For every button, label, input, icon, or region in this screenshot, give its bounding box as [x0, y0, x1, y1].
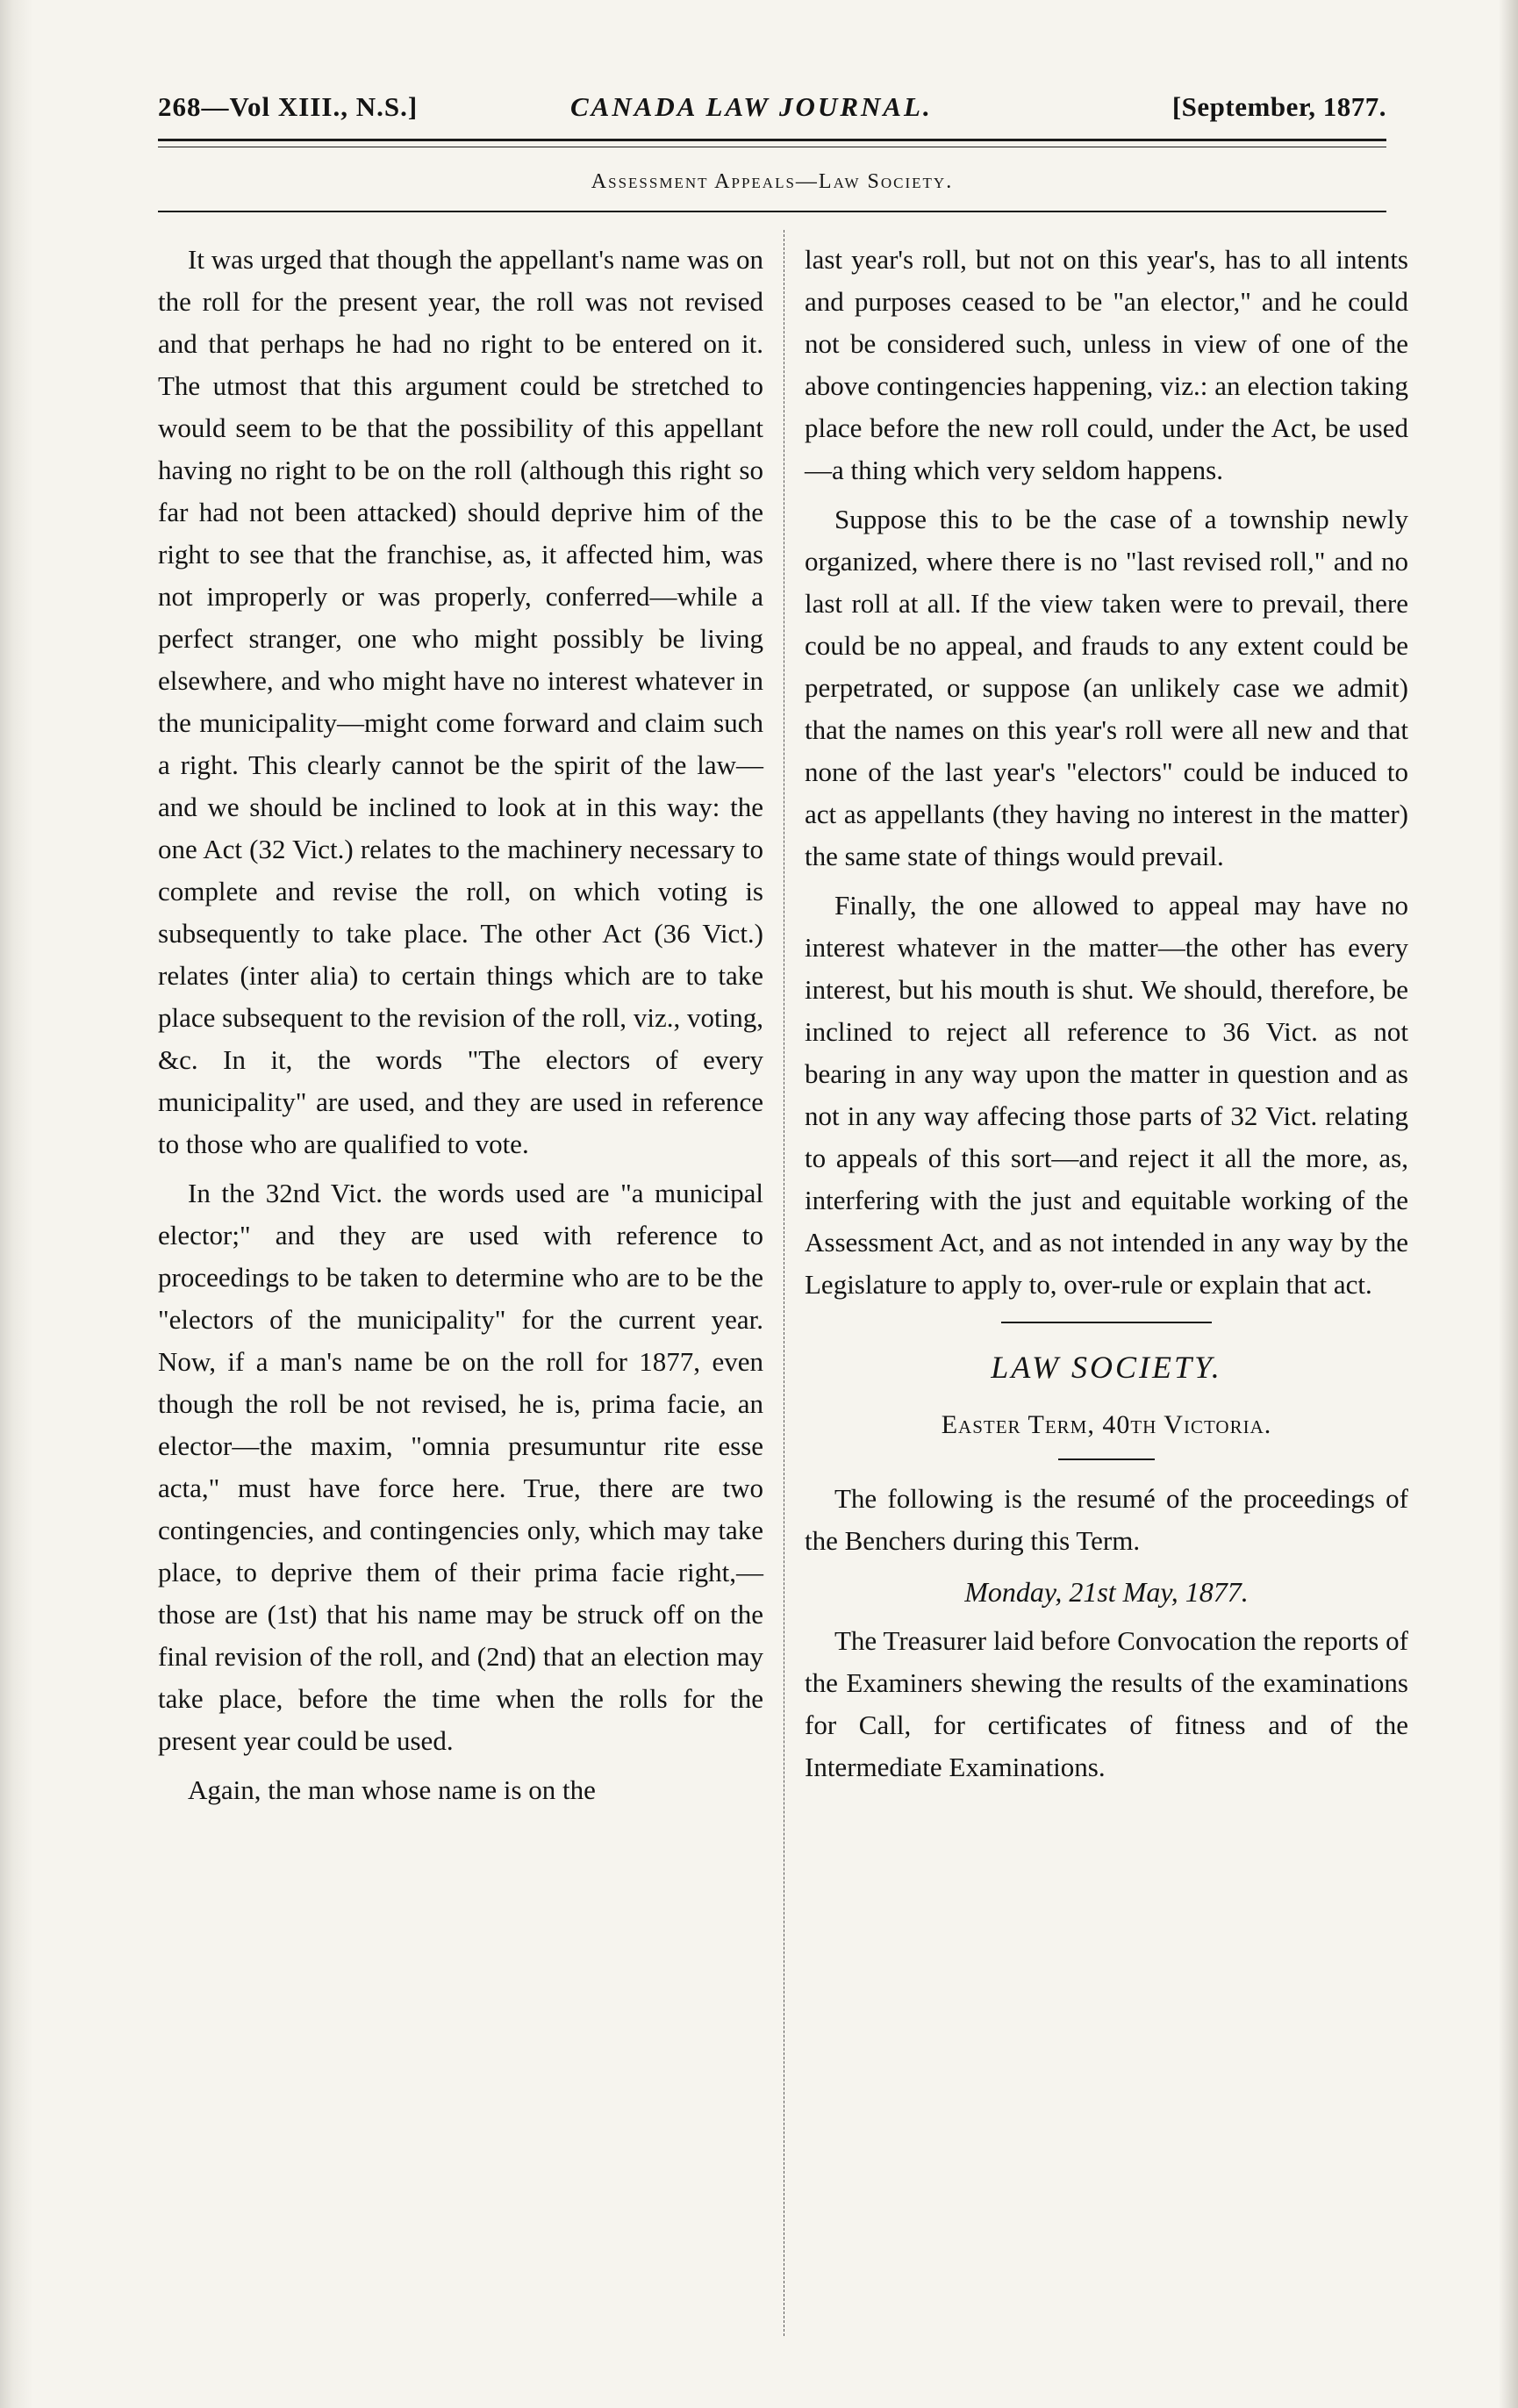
left-column — [158, 239, 763, 1818]
left-paragraph: In the 32nd Vict. the words used are "a municipal elector;" and they are used with reference to proceedings to be taken to determine who are to be the "electors of the municipality" for the current year. Now, if a man's name be on the roll for 1877, even though the roll be not revised, he is, prima facie, an elector—the maxim, "omnia presumuntur rite esse acta," must have force here. True, there are two contingencies, and contingencies only, which may take place, to deprive them of their prima facie right,—those are (1st) that his name may be struck off on the final revision of the roll, and (2nd) that an election may take place, before the time when the rolls for the present year could be used. — [158, 1178, 763, 1756]
subtitle-rule — [158, 211, 1386, 212]
term-divider — [1058, 1458, 1155, 1460]
law-society-heading: LAW SOCIETY. — [991, 1350, 1222, 1385]
header-double-rule — [158, 139, 1386, 147]
right-paragraph: Suppose this to be the case of a township newly organized, where there is no "last revised roll," and no last roll at all. If the view taken were to prevail, there could be no appeal, and frauds to any extent could be perpetrated, or suppose (an unlikely case we admit) that the names on this year's roll were all new and that none of the last year's "electors" could be induced to act as appellants (they having no interest in the matter) the same state of things would prevail. — [805, 504, 1408, 871]
meeting-date: Monday, 21st May, 1877. — [964, 1576, 1249, 1608]
intro-paragraph: The following is the resumé of the proceedings of the Benchers during this Term. — [805, 1483, 1408, 1556]
scan-edge-left — [0, 0, 33, 2408]
left-paragraph: It was urged that though the appellant's name was on the roll for the present year, the roll was not revised and that perhaps he had no right to be entered on it. The utmost that this argument could be stretched to would seem to be that the possibility of this appellant having no right to be on the roll (although this right so far had not been attacked) should deprive him of the right to see that the franchise, as, it affected him, was not improperly or was properly, conferred—while a perfect stranger, one who might possibly be living elsewhere, and who might have no interest whatever in the municipality—might come forward and claim such a right. This clearly cannot be the spirit of the law—and we should be inclined to look at in this way: the one Act (32 Vict.) relates to the machinery necessary to complete and revise the roll, on which voting is subsequently to take place. The other Act (36 Vict.) relates (inter alia) to certain things which are to take place subsequent to the revision of the roll, viz., voting, &c. In it, the words "The electors of every municipality" are used, and they are used in reference to those who are qualified to vote. — [158, 244, 763, 1159]
journal-title: CANADA LAW JOURNAL. — [570, 91, 933, 122]
running-header — [158, 91, 1386, 135]
right-paragraph: last year's roll, but not on this year's, has to all intents and purposes ceased to be "an elector," and he could not be considered such, unless in view of one of the above contingencies happening, viz.: an election taking place before the new roll could, under the Act, be used—a thing which very seldom happens. — [805, 244, 1408, 485]
issue-date: [September, 1877. — [1171, 91, 1386, 122]
section-subtitle: Assessment Appeals—Law Society. — [591, 170, 954, 193]
left-paragraph: Again, the man whose name is on the — [188, 1774, 596, 1805]
right-paragraph: Finally, the one allowed to appeal may have no interest whatever in the matter—the other has every interest, but his mouth is shut. We should, therefore, be inclined to reject all reference to 36 Vict. as not bearing in any way upon the matter in question and as not in any way affecing those parts of 32 Vict. relating to appeals of this sort—and reject it all the more, as, interfering with the just and equitable working of the Assessment Act, and as not intended in any way by the Legislature to apply to, over-rule or explain that act. — [805, 890, 1408, 1300]
term-heading: Easter Term, 40th Victoria. — [941, 1410, 1272, 1439]
scan-edge-right — [1499, 0, 1518, 2408]
section-divider — [1001, 1322, 1212, 1323]
closing-paragraph: The Treasurer laid before Convocation the reports of the Examiners shewing the results of the examinations for Call, for certificates of fitness and of the Intermediate Examinations. — [805, 1625, 1408, 1782]
right-column — [805, 239, 1408, 1795]
page-volume-label: 268—Vol XIII., N.S.] — [158, 91, 419, 122]
